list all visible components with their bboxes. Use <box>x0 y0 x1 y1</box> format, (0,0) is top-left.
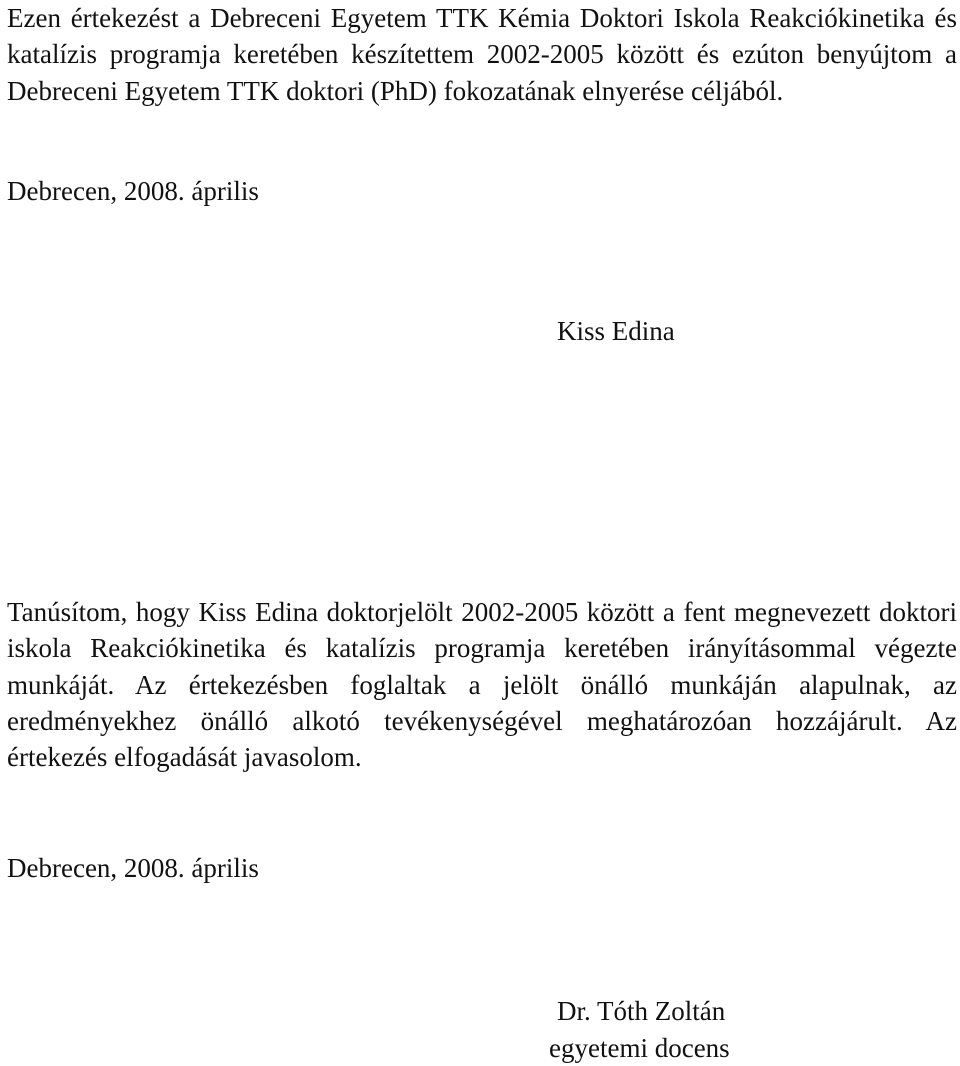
supervisor-name: Dr. Tóth Zoltán <box>557 996 726 1026</box>
supervisor-title: egyetemi docens <box>549 1033 730 1063</box>
certification-paragraph: Tanúsítom, hogy Kiss Edina doktorjelölt 2002-2005 között a fent megnevezett doktori iskola Reakciókinetika és katalízis programja keretében irányításommal végezte munkáját. Az értekezésben foglaltak a jelölt önálló munkáján alapulnak, az eredményekhez önálló alkotó tevékenységével meghatározóan hozzájárult. Az értekezés elfogadását javasolom. <box>7 597 957 773</box>
declaration-paragraph: Ezen értekezést a Debreceni Egyetem TTK Kémia Doktori Iskola Reakciókinetika és katalízis programja keretében készítettem 2002-2005 között és ezúton benyújtom a Debreceni Egyetem TTK doktori (PhD) fokozatának elnyerése céljából. <box>7 3 957 106</box>
candidate-name: Kiss Edina <box>557 316 675 346</box>
certification-date: Debrecen, 2008. április <box>7 853 259 883</box>
declaration-date: Debrecen, 2008. április <box>7 176 259 206</box>
